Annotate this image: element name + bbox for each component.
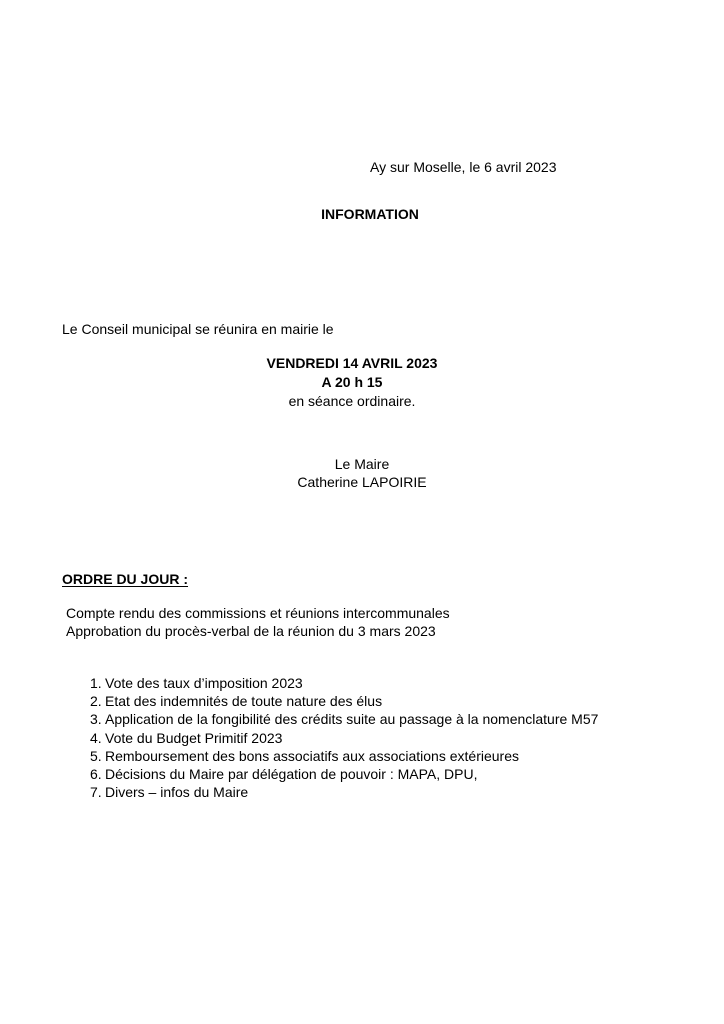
agenda-item <box>90 710 598 728</box>
agenda-item-number: 3. <box>90 711 102 728</box>
agenda-item <box>90 765 598 783</box>
meeting-session: en séance ordinaire. <box>288 393 416 409</box>
signature-role: Le Maire <box>334 456 390 472</box>
agenda-item-text: Vote des taux d’imposition 2023 <box>105 675 303 691</box>
signature-name: Catherine LAPOIRIE <box>297 474 427 490</box>
agenda-item-text: Décisions du Maire par délégation de pouvoir : MAPA, DPU, <box>105 766 478 783</box>
agenda-item-number: 2. <box>90 693 102 710</box>
meeting-date: VENDREDI 14 AVRIL 2023 <box>266 355 438 371</box>
agenda-item-number: 6. <box>90 766 102 783</box>
agenda-item-text: Vote du Budget Primitif 2023 <box>105 729 283 746</box>
agenda-item <box>90 729 598 747</box>
agenda-list <box>90 674 598 801</box>
meeting-intro: Le Conseil municipal se réunira en mairie le <box>62 321 334 337</box>
agenda-item <box>90 783 598 801</box>
agenda-item-text: Application de la fongibilité des crédits suite au passage à la nomenclature M57 <box>105 711 599 728</box>
preamble-line: Approbation du procès-verbal de la réunion du 3 mars 2023 <box>66 623 436 639</box>
preamble-line: Compte rendu des commissions et réunions intercommunales <box>66 605 450 621</box>
date-line: Ay sur Moselle, le 6 avril 2023 <box>370 159 557 175</box>
signature-block <box>0 455 724 491</box>
meeting-details <box>0 354 704 411</box>
agenda-item-text: Etat des indemnités de toute nature des élus <box>105 693 383 710</box>
meeting-time: A 20 h 15 <box>321 374 383 390</box>
agenda-item <box>90 747 598 765</box>
agenda-heading: ORDRE DU JOUR : <box>62 571 189 587</box>
agenda-item <box>90 674 598 692</box>
agenda-item-text: Divers – infos du Maire <box>105 784 249 801</box>
agenda-item-number: 7. <box>90 784 102 801</box>
agenda-item-number: 4. <box>90 729 102 746</box>
agenda-item-number: 1. <box>90 675 102 691</box>
document-title: INFORMATION <box>321 206 419 222</box>
agenda-item <box>90 692 598 710</box>
agenda-preamble <box>66 604 450 640</box>
agenda-item-text: Remboursement des bons associatifs aux associations extérieures <box>105 747 519 764</box>
agenda-item-number: 5. <box>90 747 102 764</box>
